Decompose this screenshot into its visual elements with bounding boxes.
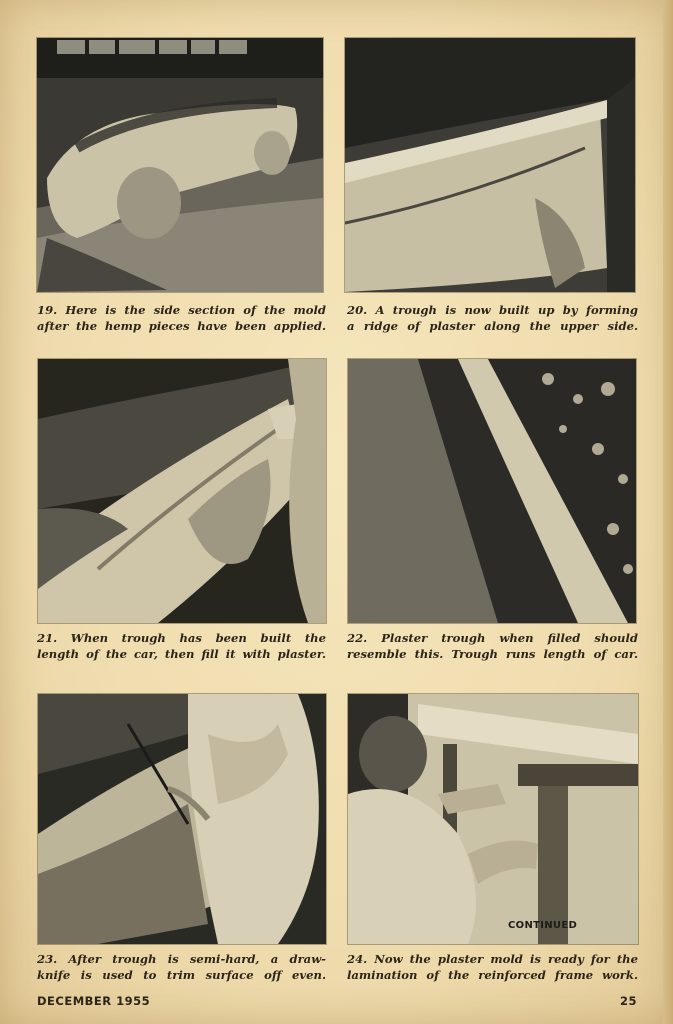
caption-20-line-1: 20. A trough is now built up by forming (347, 303, 638, 317)
page-number: 25 (620, 994, 638, 1008)
caption-20 (347, 302, 638, 334)
photo-23-draw-knife (38, 694, 326, 944)
caption-19-line-1: 19. Here is the side section of the mold (37, 303, 326, 317)
continued-label: CONTINUED (508, 920, 578, 931)
issue-date: DECEMBER 1955 (37, 994, 151, 1008)
photo-22-filled-trough (348, 359, 636, 623)
photo-19-car-mold (37, 38, 323, 292)
caption-24-line-1: 24. Now the plaster mold is ready for the (347, 952, 638, 966)
caption-21-line-2: length of the car, then fill it with plaster. (37, 647, 326, 661)
caption-22-line-1: 22. Plaster trough when filled should (347, 631, 638, 645)
caption-22 (347, 630, 638, 662)
caption-21-line-1: 21. When trough has been built the (37, 631, 326, 645)
caption-23-line-2: knife is used to trim surface off even. (37, 968, 326, 982)
photo-24-plaster-mold-ready (348, 694, 638, 944)
page-edge (663, 0, 673, 1024)
caption-23-line-1: 23. After trough is semi-hard, a draw- (37, 952, 326, 966)
caption-20-line-2: a ridge of plaster along the upper side. (347, 319, 638, 333)
caption-21 (37, 630, 326, 662)
photo-21-trough-full-length (38, 359, 326, 623)
caption-23 (37, 951, 326, 983)
caption-19-line-2: after the hemp pieces have been applied. (37, 319, 326, 333)
caption-19 (37, 302, 326, 334)
photo-20-trough-forming (345, 38, 635, 292)
caption-22-line-2: resemble this. Trough runs length of car. (347, 647, 638, 661)
caption-24-line-2: lamination of the reinforced frame work. (347, 968, 638, 982)
caption-24 (347, 951, 638, 983)
